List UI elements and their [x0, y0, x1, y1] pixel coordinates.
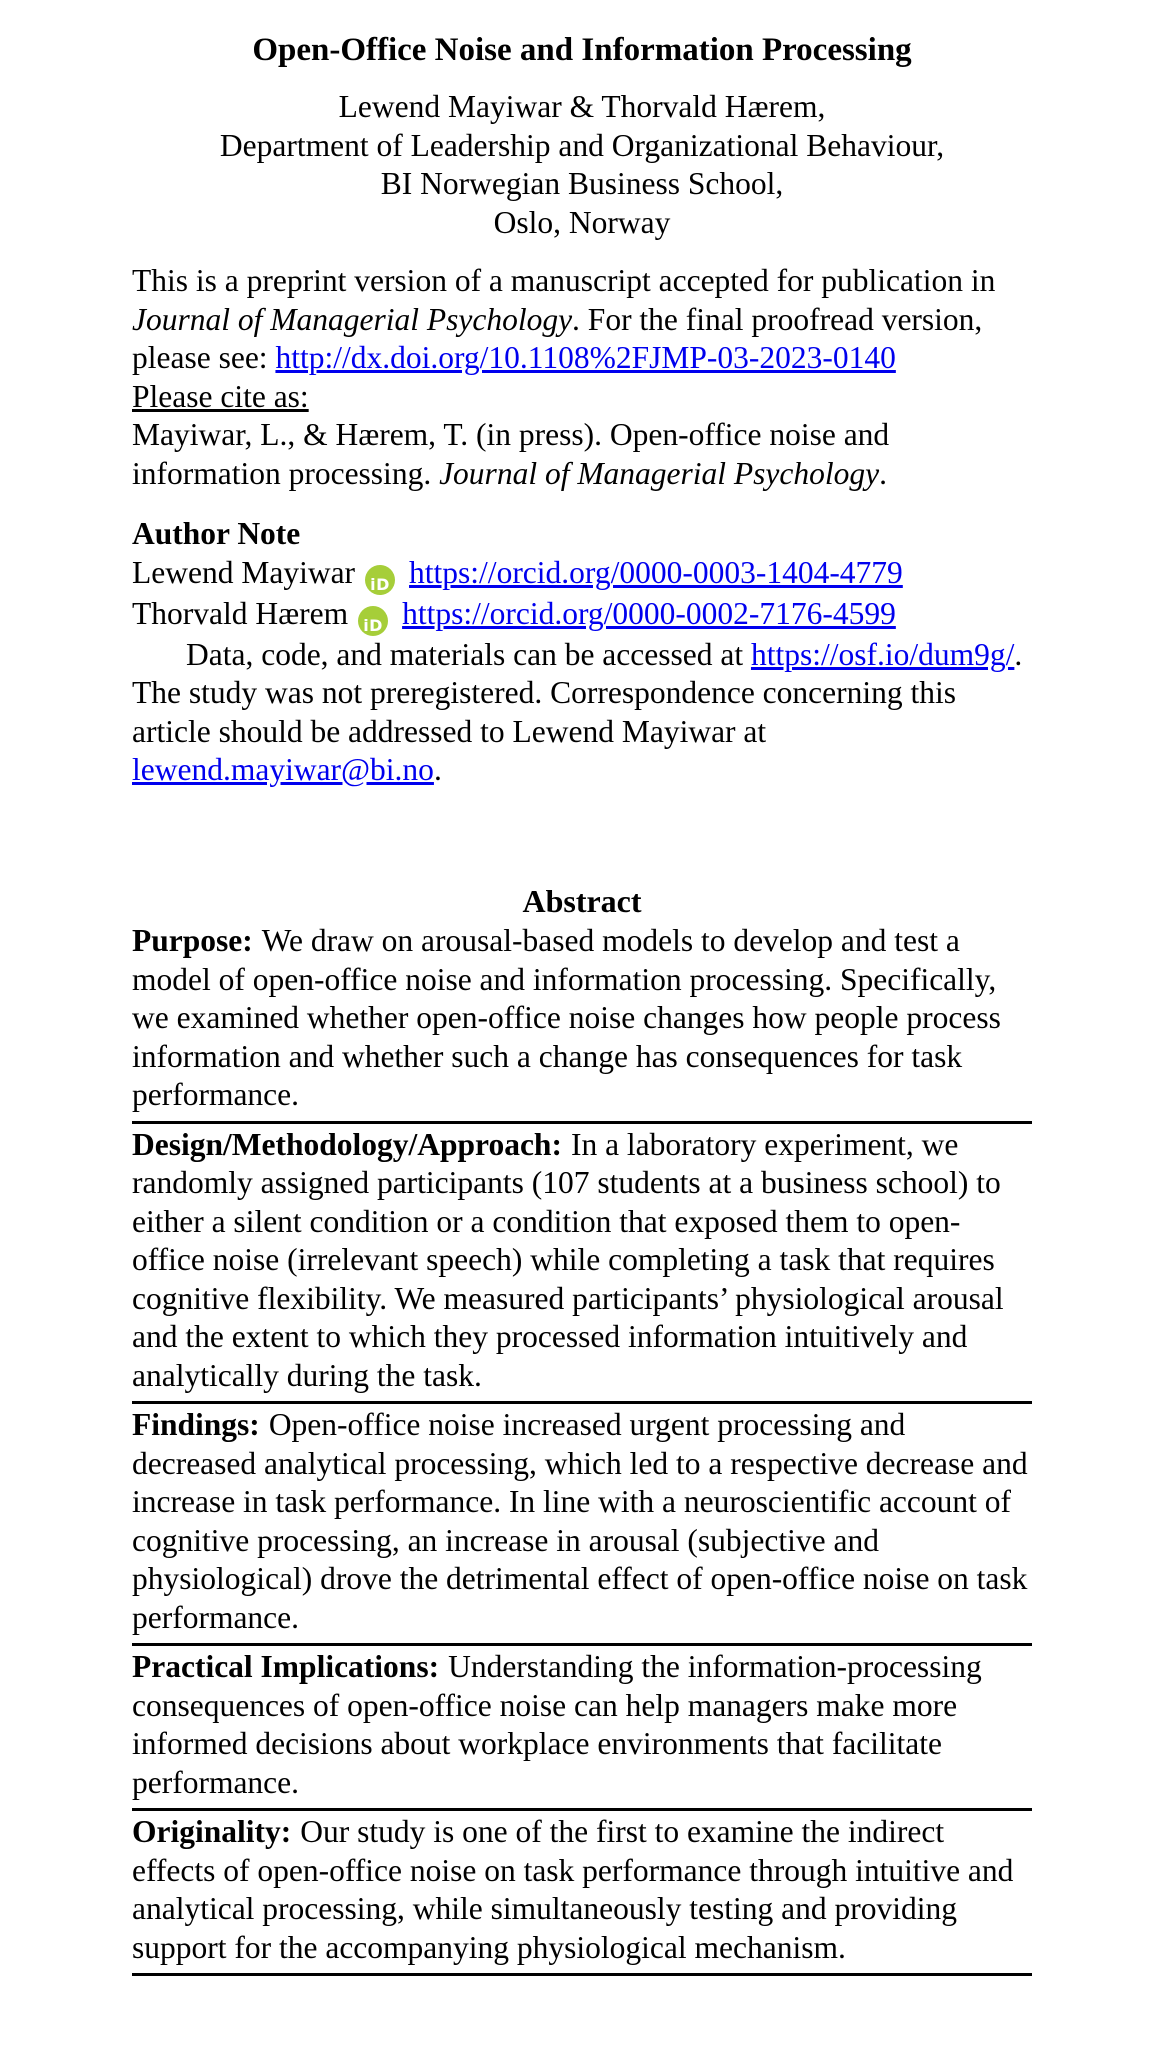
- department-line: Department of Leadership and Organizational Behaviour,: [219, 127, 945, 163]
- data-statement-start: Data, code, and materials can be accessed at: [186, 636, 751, 672]
- abstract-section-text: Understanding the information-processing consequences of open-office noise can help managers make more informed decisions about workplace environments that facilitate performance.: [132, 1649, 982, 1800]
- citation-journal-italic: Journal of Managerial Psychology: [439, 455, 880, 491]
- email-link[interactable]: lewend.mayiwar@bi.no: [132, 752, 434, 787]
- data-statement-end: .: [433, 752, 442, 787]
- author-names-line: Lewend Mayiwar & Thorvald Hærem,: [338, 89, 826, 124]
- abstract-section-text: In a laboratory experiment, we randomly assigned participants (107 students at a business school) to either a silent condition or a condition that exposed them to open-office noise (irrelevant speech) while completing a task that requires cognitive flexibility. We measured participants’ physiological arousal and the extent to which they processed information intuitively and analytically during the task.: [132, 1126, 1004, 1393]
- institution-line: BI Norwegian Business School,: [380, 166, 784, 201]
- doi-link[interactable]: http://dx.doi.org/10.1108%2FJMP-03-2023-0140: [275, 340, 896, 375]
- data-availability-paragraph: [132, 636, 1032, 790]
- orcid-id-icon[interactable]: [365, 565, 395, 595]
- preprint-notice: [132, 262, 1032, 493]
- orcid-author-name: Thorvald Hærem: [132, 595, 349, 631]
- citation-text: Mayiwar, L., & Hærem, T. (in press). Open-office noise and information processing.: [132, 417, 890, 491]
- orcid-id-icon-text: iD: [363, 615, 383, 635]
- citation-paragraph: [132, 416, 1032, 493]
- abstract-section-purpose: [132, 920, 1032, 1124]
- abstract-section-label: Purpose:: [132, 923, 253, 958]
- location-line: Oslo, Norway: [493, 204, 671, 240]
- data-statement-middle: . The study was not preregistered. Correspondence concerning this article should be addressed to Lewend Mayiwar at: [132, 636, 1023, 749]
- author-note-heading: Author Note: [132, 516, 301, 551]
- orcid-id-icon[interactable]: [358, 606, 388, 636]
- abstract-section-label: Design/Methodology/Approach:: [132, 1126, 562, 1162]
- abstract-section-label: Practical Implications:: [132, 1649, 440, 1684]
- orcid-id-icon-text: iD: [370, 574, 390, 594]
- orcid-row-1: [132, 554, 1032, 595]
- osf-link[interactable]: https://osf.io/dum9g/: [750, 636, 1015, 672]
- journal-name-italic: Journal of Managerial Psychology: [132, 301, 573, 337]
- text-column: [132, 0, 1032, 1976]
- abstract-section-text: Our study is one of the first to examine the indirect effects of open-office noise on task performance through intuitive and analytical processing, while simultaneously testing and providing support for the accompanying physiological mechanism.: [132, 1814, 1014, 1965]
- abstract-section-label: Originality:: [132, 1814, 292, 1849]
- abstract-section-text: We draw on arousal-based models to develop and test a model of open-office noise and information processing. Specifically, we examined whether open-office noise changes how people process information and whether such a change has consequences for task performance.: [132, 923, 1001, 1112]
- abstract-section-practical-implications: [132, 1646, 1032, 1811]
- abstract-section-findings: [132, 1404, 1032, 1646]
- abstract-section-label: Findings:: [132, 1407, 260, 1442]
- abstract-section-text: Open-office noise increased urgent processing and decreased analytical processing, which led to a respective decrease and increase in task performance. In line with a neuroscientific account of cognitive processing, an increase in arousal (subjective and physiological) drove the detrimental effect of open-office noise on task performance.: [132, 1407, 1028, 1635]
- orcid-row-2: [132, 595, 1032, 636]
- cite-as-label: Please cite as:: [132, 378, 309, 414]
- author-note-section: [132, 515, 1032, 790]
- orcid-author-name: Lewend Mayiwar: [132, 554, 356, 590]
- abstract-section-design-methodology-approach: [132, 1124, 1032, 1405]
- abstract-heading: Abstract: [522, 882, 642, 919]
- preprint-intro-text: This is a preprint version of a manuscript accepted for publication in: [132, 263, 996, 298]
- abstract-section: [132, 882, 1032, 1977]
- preprint-notice-paragraph: [132, 262, 1032, 378]
- orcid-link[interactable]: https://orcid.org/0000-0003-1404-4779: [409, 554, 903, 590]
- paper-title: Open-Office Noise and Information Processing: [252, 32, 912, 68]
- orcid-link[interactable]: https://orcid.org/0000-0002-7176-4599: [402, 595, 896, 631]
- citation-period: .: [879, 455, 887, 491]
- preprint-intro-text-after: . For the final proofread version, please see:: [132, 301, 983, 375]
- author-affiliation-block: [132, 88, 1032, 242]
- abstract-section-originality: [132, 1811, 1032, 1976]
